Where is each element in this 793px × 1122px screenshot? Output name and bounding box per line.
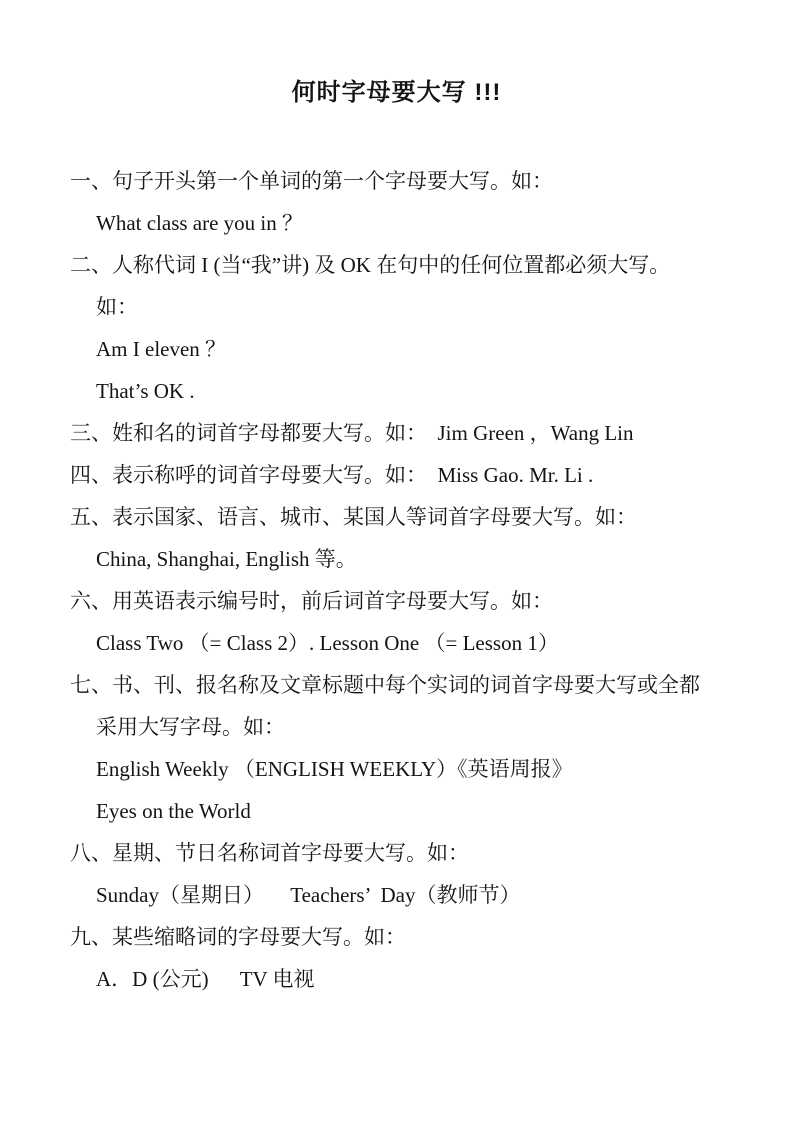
rule-3: 三、姓和名的词首字母都要大写。如： Jim Green ，Wang Lin xyxy=(70,421,634,445)
rule-2-example-label: 如： xyxy=(96,295,138,319)
rule-5: 五、表示国家、语言、城市、某国人等词首字母要大写。如： xyxy=(70,505,637,529)
document-title: 何时字母要大写 !!! xyxy=(291,79,502,106)
rule-5-example: China, Shanghai, English 等。 xyxy=(96,547,357,571)
rule-7: 七、书、刊、报名称及文章标题中每个实词的词首字母要大写或全都 xyxy=(70,673,700,697)
rule-1-example: What class are you in ？ xyxy=(96,211,304,235)
rule-2-example-1: Am I eleven ？ xyxy=(96,337,227,361)
rule-7-example-2: Eyes on the World xyxy=(96,799,251,823)
rule-6-example: Class Two （= Class 2）. Lesson One （= Lesson 1） xyxy=(96,631,559,655)
rule-4: 四、表示称呼的词首字母要大写。如： Miss Gao. Mr. Li . xyxy=(70,463,594,487)
rule-2: 二、人称代词 I (当“我”讲) 及 OK 在句中的任何位置都必须大写。 xyxy=(70,253,671,277)
rule-6: 六、用英语表示编号时，前后词首字母要大写。如： xyxy=(70,589,553,613)
rule-7-continuation: 采用大写字母。如： xyxy=(96,715,285,739)
rule-1: 一、句子开头第一个单词的第一个字母要大写。如： xyxy=(70,169,553,193)
rule-2-example-2: That’s OK . xyxy=(96,379,195,403)
rule-8-example: Sunday（星期日） Teachers’ Day（教师节） xyxy=(96,883,521,907)
rule-8: 八、星期、节日名称词首字母要大写。如： xyxy=(70,841,469,865)
rule-7-example-1: English Weekly （ENGLISH WEEKLY）《英语周报》 xyxy=(96,757,573,781)
rule-9-example: A．D (公元) TV 电视 xyxy=(96,967,315,991)
rule-9: 九、某些缩略词的字母要大写。如： xyxy=(70,925,406,949)
